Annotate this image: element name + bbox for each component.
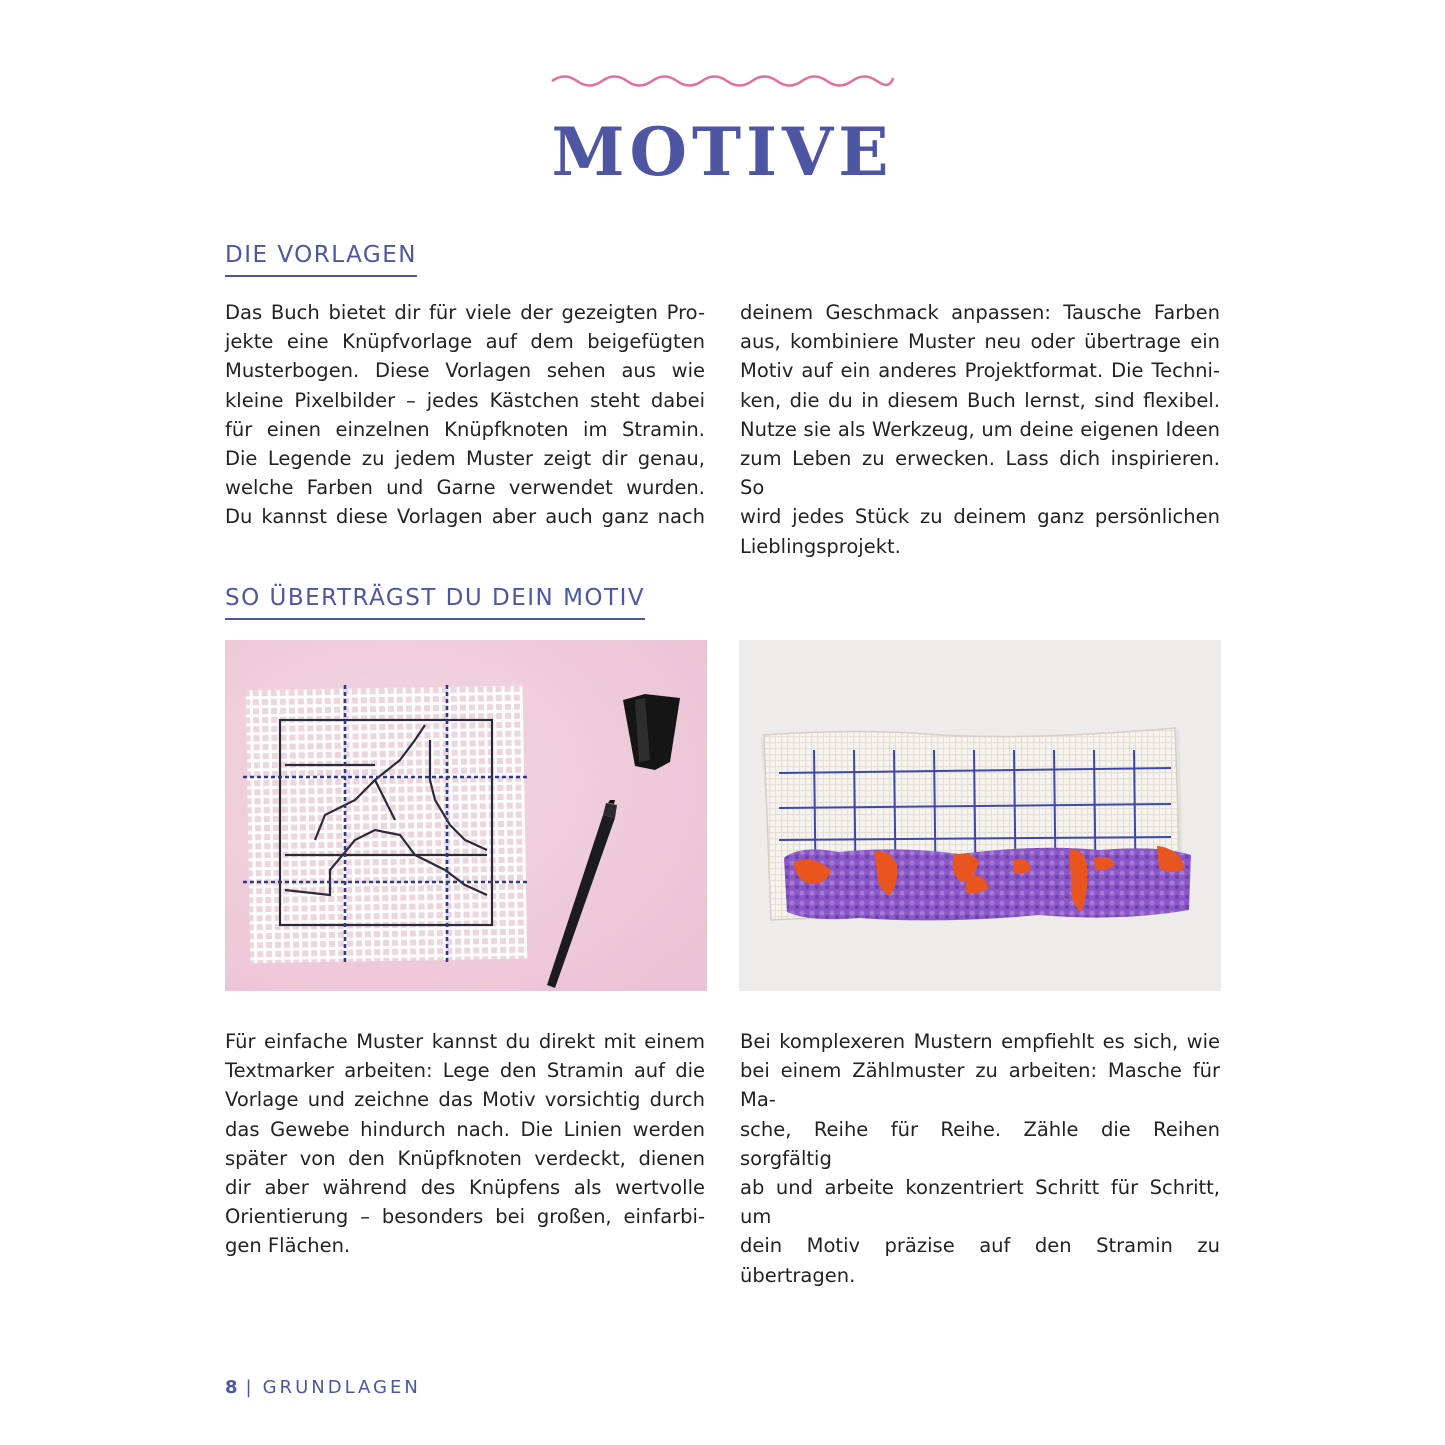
text-line: Die Legende zu jedem Muster zeigt dir genau, (225, 447, 705, 471)
text-line: sche, Reihe für Reihe. Zähle die Reihen sorgfältig (740, 1117, 1220, 1170)
text-line: Das Buch bietet dir für viele der gezeigten Pro- (225, 301, 705, 324)
text-line: kleine Pixelbilder – jedes Kästchen steht dabei (225, 388, 705, 412)
paragraph-einfache-muster (225, 1027, 705, 1261)
text-line: dir aber während des Knüpfens als wertvolle (225, 1176, 705, 1200)
text-line: später von den Knüpfknoten verdeckt, dienen (225, 1146, 705, 1170)
text-line: Bei komplexeren Mustern empfiehlt es sich, wie (740, 1030, 1220, 1053)
purple-knot-pile (784, 848, 1191, 921)
paragraph-vorlagen-column-1 (225, 298, 705, 532)
photo-canvas-with-knotted-rug (739, 640, 1221, 991)
text-line: ken, die du in diesem Buch lernst, sind flexibel. (740, 388, 1220, 412)
paragraph-vorlagen-column-2 (740, 298, 1220, 561)
text-line: Für einfache Muster kannst du direkt mit einem (225, 1030, 705, 1053)
text-line: Motiv auf ein anderes Projektformat. Die Techni- (740, 359, 1220, 383)
text-line: das Gewebe hindurch nach. Die Linien werden (225, 1117, 705, 1141)
page-footer (225, 1375, 421, 1401)
text-line: deinem Geschmack anpassen: Tausche Farben (740, 301, 1220, 324)
canvas-mesh (246, 686, 528, 964)
text-line: Du kannst diese Vorlagen aber auch ganz nach (225, 505, 705, 529)
text-line: Orientierung – besonders bei großen, einfarbi- (225, 1205, 705, 1229)
paragraph-komplexe-muster (740, 1027, 1220, 1290)
text-line: aus, kombiniere Muster neu oder übertrage ein (740, 330, 1220, 354)
text-line: Textmarker arbeiten: Lege den Stramin auf die (225, 1059, 705, 1083)
text-line: Lieblingsprojekt. (740, 534, 901, 558)
page-number: 8 (225, 1377, 238, 1398)
page-title: MOTIVE (551, 113, 894, 191)
decorative-wave-line (550, 70, 895, 92)
text-line: Musterbogen. Diese Vorlagen sehen aus wie (225, 359, 705, 383)
text-line: Vorlage und zeichne das Motiv vorsichtig durch (225, 1088, 705, 1112)
section-heading-die-vorlagen: DIE VORLAGEN (225, 240, 417, 277)
footer-separator: | (245, 1377, 255, 1398)
chapter-name: GRUNDLAGEN (262, 1377, 421, 1398)
text-line: Nutze sie als Werkzeug, um deine eigenen Ideen (740, 417, 1220, 441)
section-heading-so-uebertraegst-du-dein-motiv: SO ÜBERTRÄGST DU DEIN MOTIV (225, 583, 645, 620)
text-line: gen Flächen. (225, 1234, 351, 1258)
text-line: zum Leben zu erwecken. Lass dich inspirieren. So (740, 447, 1220, 500)
text-line: wird jedes Stück zu deinem ganz persönlichen (740, 505, 1220, 529)
text-line: welche Farben und Garne verwendet wurden. (225, 476, 705, 500)
text-line: für einen einzelnen Knüpfknoten im Stramin. (225, 417, 705, 441)
photo-canvas-with-marker (225, 640, 707, 991)
text-line: jekte eine Knüpfvorlage auf dem beigefügten (225, 330, 705, 354)
text-line: dein Motiv präzise auf den Stramin zu übertragen. (740, 1234, 1220, 1287)
text-line: ab und arbeite konzentriert Schritt für Schritt, um (740, 1176, 1220, 1229)
text-line: bei einem Zählmuster zu arbeiten: Masche für Ma- (740, 1059, 1220, 1112)
